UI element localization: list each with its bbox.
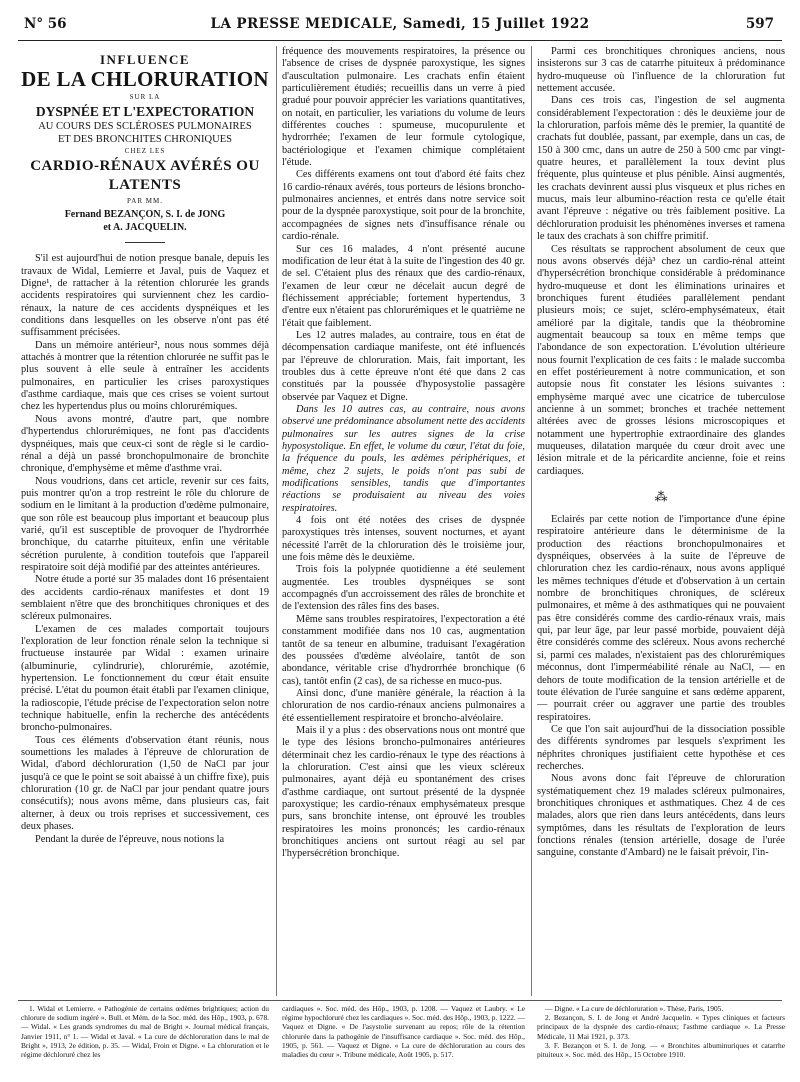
paragraph: Notre étude a porté sur 35 malades dont 16 présentaient des accidents cardio-rénaux manifestes et dont 19 semblaient n'être que des bronchitiques chroniques et des scléreux pulmonaires. <box>21 574 269 623</box>
article-title-block <box>21 46 269 243</box>
footnotes-column-2 <box>282 1004 525 1078</box>
paragraph: fréquence des mouvements respiratoires, la présence ou l'absence de crises de dyspnée paroxystique, les signes d'auscultation pulmonaire. Les crachats enfin étaient particulièrement étudiés; recueillis dans un verre à pied gradué pour pouvoir apprécier les variations quantitatives, on notait, en particulier, les variations du volume de leurs différentes couches : spumeuse, mucopurulente et hydrorrhée; l'examen de leur formule cytologique, bactériologique et l'examen chimique complétaient l'étude. <box>282 46 525 169</box>
title-main: DE LA CHLORURATION <box>21 67 269 92</box>
column-divider <box>531 46 532 996</box>
paragraph: Parmi ces bronchitiques chroniques anciens, nous insisterons sur 3 cas de catarrhe pituiteux à prédominance hydro-muqueuse où l'influence de la chloruration fut nettement accusée. <box>537 46 785 95</box>
paragraph: Ce que l'on sait aujourd'hui de la dissociation possible des différents syndromes par lesquels s'expriment les néphrites chroniques justifiaient cette hypothèse et ces recherches. <box>537 723 785 772</box>
title-kicker: INFLUENCE <box>99 52 191 67</box>
paragraph: Ces différents examens ont tout d'abord été faits chez 16 cardio-rénaux avérés, tous porteurs de lésions broncho-pulmonaires anciennes, et entrés dans notre service soit pour de la dyspnée paroxystique, soit pour de la bronchite, accompagnées de signes nets d'insuffisance rénale ou cardio-rénale. <box>282 169 525 243</box>
footnotes <box>21 1004 785 1078</box>
paragraph: Ainsi donc, d'une manière générale, la réaction à la chloruration de nos cardio-rénaux anciens pulmonaires a été essentiellement respiratoire et broncho-alvéolaire. <box>282 687 525 724</box>
title-context-2: ET DES BRONCHITES CHRONIQUES <box>58 134 232 146</box>
paragraph: Même sans troubles respiratoires, l'expectoration a été constamment modifiée dans nos 10 cas, augmentation tantôt de sa teneur en albumine, traduisant l'exagération des poussées d'œdème alvéolaire, tantôt de son abondance, véritable crise d'hydrorrhée bronchique (6 cas), tantôt enfin (2 cas), de sa richesse en muco-pus. <box>282 613 525 687</box>
issue-number: N° 56 <box>24 16 67 32</box>
paragraph: Trois fois la polypnée quotidienne a été seulement augmentée. Les troubles dyspnéiques se sont accompagnés d'un accroissement des râles de bronchite et de l'extension des râles fins des bases. <box>282 564 525 613</box>
article-authors <box>21 195 269 234</box>
footnotes-column-3 <box>537 1004 785 1078</box>
column-3 <box>537 46 785 994</box>
paragraph: Dans ces trois cas, l'ingestion de sel augmenta considérablement l'expectoration : dès le deuxième jour de la chloruration, parfois même dès le premier, la quantité de crachats fut doublée, passant, par exemple, dans un cas, de 150 à 300 cmc, dans un autre de 250 à 500 cmc par vingt-quatre heures, et parallèlement la toux devint plus fréquente, plus quinteuse et plus pénible. Ainsi augmentés, les crachats devinrent aussi plus visqueux et plus riches en mucus, mais leur albumino-réaction resta ce qu'elle était avant l'épreuve : négative ou très faiblement positive. La déchloruration produisit les phénomènes inverses et ramena le taux des crachats à son chiffre primitif. <box>537 95 785 243</box>
column-divider <box>276 46 277 996</box>
paragraph: Dans les 10 autres cas, au contraire, nous avons observé une prédominance absolument nette des accidents pulmonaires sur les autres signes de la crise hyposystolique. En effet, le volume du cœur, l'état du foie, la fréquence du pouls, les œdèmes périphériques, et même, chez 2 sujets, le poids n'ont pas subi de modifications sensibles, tandis que d'importantes réactions se produisaient au niveau des voies respiratoires. <box>282 403 525 514</box>
paragraph: L'examen de ces malades comportait toujours l'exploration de leur fonction rénale selon la technique si fructueuse instaurée par Widal : examen urinaire (albuminurie, cylindrurie), chlorurémie, azotémie, hypertension. Le fonctionnement du cœur était ensuite précisé. L'état du poumon était établi par l'examen clinique, la radioscopie, l'étude précise de l'expectoration selon notre technique habituelle, enfin la recherche des antécédents broncho-pulmonaires. <box>21 623 269 734</box>
header-rule <box>18 40 782 41</box>
paragraph: Sur ces 16 malades, 4 n'ont présenté aucune modification de leur état à la suite de l'ingestion des 40 gr. de sel. C'étaient plus des rénaux que des cardio-rénaux, l'examen de leur cœur ne décelait aucun degré de fléchissement appréciable; fortement hypertendus, 3 d'entre eux n'étaient pas chlorurémiques et le quatrième ne l'était que faiblement. <box>282 243 525 329</box>
title-subjects: CARDIO-RÉNAUX AVÉRÉS OU LATENTS <box>30 158 260 194</box>
footnote: 1. Widal et Lemierre. « Pathogénie de certains œdèmes brightiques; action du chlorure de sodium ingéré ». Bull. et Mém. de la Soc. méd. des Hôp., 1903, p. 678. — Widal. « Les grands syndromes du mal de Bright ». Journal médical français, Janvier 1911, n° 1. — Widal et Javal. « La cure de déchloruration dans le mal de Bright », 1913, 2e édition, p. 35. — Widal, Froin et Digne. « La chloruration et le régime déchloruré chez les <box>21 1004 269 1060</box>
title-rule <box>125 242 165 243</box>
title-connector: SUR LA <box>129 93 161 102</box>
paragraph: Nous voudrions, dans cet article, revenir sur ces faits, puis montrer qu'on a trop restreint le rôle du chlorure de sodium en le limitant à la production d'œdème pulmonaire, que son rôle est beaucoup plus important et beaucoup plus varié, qu'il est susceptible de provoquer de l'hydrorrhée bronchique, du catarrhe pituiteux, enfin une véritable sécrétion purulente, à condition toutefois que l'appareil respiratoire soit déjà modifié par des atteintes antérieures. <box>21 475 269 573</box>
paragraph: Ces résultats se rapprochent absolument de ceux que nous avons observés déjà³ chez un cardio-rénal atteint d'hypersécrétion bronchique considérable à prédominance hydro-muqueuse et dont les éliminations urinaires et bronchiques furent étudiées parallèlement pendant plusieurs mois; ce sujet, scléro-emphysémateux, était amélioré par la digitale, tandis que la théobromine augmentait beaucoup sa toux en même temps que l'abondance de son expectoration. L'évolution ultérieure nous fournit l'explication de ces faits : le malade succomba en effet postérieurement à notre communication, et son autopsie nous fit constater les lésions suivantes : emphysème marqué avec une cicatrice de tuberculose ancienne à un sommet; bronches et trachée nettement altérées avec de grosses lésions microscopiques et notamment une hypertrophie extraordinaire des glandes muqueuses, dilatation marquée du cœur droit avec une lésion mitrale et de la péricardite ancienne, foie et reins cardiaques. <box>537 243 785 477</box>
paragraph: Tous ces éléments d'observation étant réunis, nous soumettions les malades à l'épreuve de chloruration de Widal, d'abord déchloruration (1,50 de NaCl par jour jusqu'à ce que le point se soit abaissé à un chiffre fixe), puis chloruration (10 gr. de NaCl par jour pendant quatre jours consécutifs); nous avons même, dans plusieurs cas, fait alterner, à deux ou trois reprises et successivement, ces deux phases. <box>21 734 269 833</box>
paragraph: Dans un mémoire antérieur², nous nous sommes déjà attachés à montrer que la rétention chlorurée ne suffit pas le plus souvent à elle seule à entraîner les accidents pulmonaires, en particulier les crises paroxystiques d'asthme cardiaque, mais que ces crises se voient surtout chez les hypertendus plus ou moins chlorurémiques. <box>21 339 269 413</box>
authors-line-2: et A. JACQUELIN. <box>103 222 187 234</box>
footnote: 2. Bezançon, S. I. de Jong et André Jacquelin. « Types cliniques et facteurs principaux de la dyspnée des cardio-rénaux; l'asthme cardiaque ». La Presse Médicale, 11 Mai 1921, p. 373. <box>537 1013 785 1041</box>
running-header <box>18 16 782 36</box>
title-connector: CHEZ LES <box>124 147 166 156</box>
paragraph: Les 12 autres malades, au contraire, tous en état de décompensation cardiaque manifeste, ont été influencés par l'épreuve de chloruration. Mais, fait important, les troubles dus à cette épreuve n'ont été que dans 2 cas constitués par la poussée d'hyposystolie passagère observée par Vaquez et Digne. <box>282 329 525 403</box>
authors-lead: PAR MM. <box>127 197 163 206</box>
journal-title: LA PRESSE MEDICALE, Samedi, 15 Juillet 1922 <box>210 16 590 32</box>
paragraph: S'il est aujourd'hui de notion presque banale, depuis les travaux de Widal, Lemierre et Javal, puis de Vaquez et Digne¹, de rattacher à la rétention chlorurée les grands accidents respiratoires qui surviennent chez les cardio-rénaux, la nature de ces accidents dyspnéiques et les conditions dans lesquelles on les observe n'ont pas été suffisamment précisées. <box>21 253 269 339</box>
section-asterism: ⁂ <box>654 489 668 505</box>
paragraph: 4 fois ont été notées des crises de dyspnée paroxystiques très intenses, souvent nocturnes, et ayant nécessité l'arrêt de la chloruration dès le troisième jour, une fois même dès le deuxième. <box>282 515 525 564</box>
footnote: — Digne. « La cure de déchloruration ». Thèse, Paris, 1905. <box>545 1004 724 1013</box>
authors-line-1: Fernand BEZANÇON, S. I. de JONG <box>64 209 226 221</box>
footnote-rule <box>18 1000 782 1001</box>
column-1 <box>21 46 269 994</box>
footnote: 3. F. Bezançon et S. I. de Jong. — « Bronchites albuminuriques et catarrhe pituiteux ». Soc. méd. des Hôp., 15 Octobre 1910. <box>537 1040 785 1060</box>
footnotes-column-1 <box>21 1004 269 1078</box>
paragraph: Eclairés par cette notion de l'importance d'une épine respiratoire antérieure dans le déterminisme de la production des réactions bronchopulmonaires et dyspnéiques, observées à la suite de l'épreuve de chloruration chez les cardio-rénaux, nous avons appliqué les mêmes techniques d'étude et d'observation à un certain nombre de bronchitiques chroniques, de scléreux pulmonaires, et même à des asthmatiques qui ne pouvaient pas être considérés comme des cardio-rénaux vrais, mais qui, par leur âge, par leur passé morbide, pouvaient déjà être considérés comme des scléreux. Nous avons recherché si, parmi ces malades, n'existaient pas des chlorurémiques méconnus, dont l'imperméabilité rénale au NaCl, — en dehors de toute modification de la tension artérielle et de toute élévation de l'urée sanguine et sans œdème apparent, — pourrait créer ou aggraver une partie des troubles respiratoires. <box>537 514 785 723</box>
paragraph: Mais il y a plus : des observations nous ont montré que le type des lésions broncho-pulmonaires antérieures déterminait chez les cardio-rénaux le type des réactions à la chloruration. C'est ainsi que les vieux scléreux pulmonaires, ayant déjà eu spontanément des crises d'asthme cardiaque, ont surtout présenté de la dyspnée paroxystique; les cardio-rénaux emphysémateux presque purs, sans bronchite intense, ont éprouvé les troubles respiratoires les moins prononcés; les cardio-rénaux bronchitiques anciens ont surtout réagi au sel par l'hypersécrétion bronchique. <box>282 724 525 860</box>
column-2 <box>282 46 525 994</box>
footnote: cardiaques ». Soc. méd. des Hôp., 1903, p. 1208. — Vaquez et Laubry. « Le régime hypochloruré chez les cardiaques ». Soc. méd. des Hôp., 1903, p. 1222. — Vaquez et Digne. « De l'asystolie survenant au repos; rôle de la rétention chlorurée dans la pathogénie de l'insuffisance cardiaque ». Soc. méd. des Hôp., 1905, p. 561. — Vaquez et Digne. « La cure de déchloruration au cours des maladies du cœur ». Tribune médicale, Août 1905, p. 517. <box>282 1004 525 1060</box>
title-topic: DYSPNÉE ET L'EXPECTORATION <box>35 104 255 120</box>
paragraph: Pendant la durée de l'épreuve, nous notions la <box>35 833 225 845</box>
paragraph: Nous avons donc fait l'épreuve de chloruration systématiquement chez 19 malades scléreux pulmonaires, bronchitiques chroniques et asthmatiques. Chez 4 de ces malades, alors que rien dans leurs antécédents, dans leurs symptômes, dans les résultats de l'exploration de leurs fonctions rénales (tension artérielle, dosage de l'urée sanguine, constante d'Ambard) ne le faisait prévoir, l'in- <box>537 773 785 859</box>
title-context-1: AU COURS DES SCLÉROSES PULMONAIRES <box>38 121 252 133</box>
page-number: 597 <box>745 16 774 32</box>
paragraph: Nous avons montré, d'autre part, que nombre d'hypertendus chlorurémiques, ne font pas d'accidents dyspnéiques, mais que ceux-ci sont de règle si le cardio-rénal a déjà un passé bronchopulmonaire de bronchite chronique, d'emphysème et même d'asthme vrai. <box>21 413 269 475</box>
